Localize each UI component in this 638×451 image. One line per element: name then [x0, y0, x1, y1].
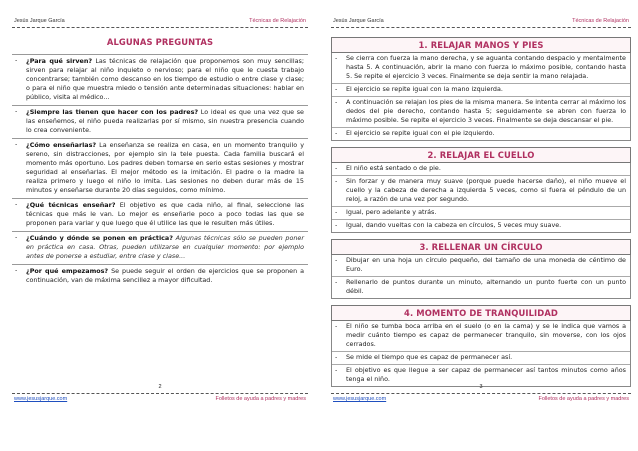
- page-number: 2: [158, 384, 162, 390]
- exercise-step: - Se cierra con fuerza la mano derecha, y se aguanta contando despacio y mentalmente hasta 5. A continuación, abrir la mano con fuerza lo máximo posible, contando hasta 5. Se repite el ejercicio 3 veces. Finalmente se deja sentir la mano relajada.: [332, 53, 630, 83]
- footer-divider: [331, 393, 631, 394]
- question-text: ¿Cuándo y dónde se ponen en práctica?: [26, 234, 173, 242]
- left-page: [12, 0, 308, 451]
- question-text: ¿Cómo enseñarlas?: [26, 141, 97, 149]
- footer-series: Folletos de ayuda a padres y madres: [538, 396, 629, 402]
- header-section: Técnicas de Relajación: [572, 18, 629, 24]
- footer-url-link[interactable]: www.jesusjarque.com: [14, 396, 68, 402]
- question-item: [12, 138, 308, 198]
- exercise-step: - El ejercicio se repite igual con el pie izquierdo.: [332, 127, 630, 140]
- exercise-step: - Sin forzar y de manera muy suave (porque puede hacerse daño), el niño mueve el cuello y la cabeza de derecha a izquierda 5 veces, como si fuera el péndulo de un reloj, a razón de una vez por segundo.: [332, 175, 630, 206]
- exercise-steps: [331, 53, 631, 141]
- exercise-title: 3. RELLENAR UN CÍRCULO: [331, 239, 631, 255]
- exercise-step: - El niño está sentado o de pie.: [332, 163, 630, 175]
- exercise-title: 2. RELAJAR EL CUELLO: [331, 147, 631, 163]
- footer-series: Folletos de ayuda a padres y madres: [215, 396, 306, 402]
- answer-text: Algunas técnicas sólo se pueden poner en práctica en casa. Otras, pueden utilizarse en cualquier momento: por ejemplo antes de ponerse a estudiar, entre clase y clase...: [26, 234, 304, 260]
- header-divider: [12, 27, 308, 28]
- exercise-step: - El objetivo es que llegue a ser capaz de permanecer así tantos minutos como años tenga el niño.: [332, 364, 630, 386]
- questions-list: [12, 54, 308, 288]
- exercise-step: - Dibujar en una hoja un círculo pequeño, del tamaño de una moneda de céntimo de Euro.: [332, 255, 630, 276]
- header-divider: [331, 27, 631, 28]
- exercise-steps: [331, 321, 631, 387]
- question-item: [12, 54, 308, 105]
- exercise-step: - El ejercicio se repite igual con la mano izquierda.: [332, 83, 630, 96]
- right-page: [331, 0, 631, 451]
- left-content: [12, 37, 308, 288]
- footer-url-link[interactable]: www.jesusjarque.com: [333, 396, 387, 402]
- exercise-section-2: [331, 147, 631, 233]
- question-text: ¿Para qué sirven?: [26, 57, 93, 65]
- exercise-title: 1. RELAJAR MANOS Y PIES: [331, 37, 631, 53]
- exercise-step: - Igual, dando vueltas con la cabeza en círculos, 5 veces muy suave.: [332, 219, 630, 232]
- answer-text: Las técnicas de relajación que proponemos son muy sencillas; sirven para relajar al niño inquieto o nervioso; para el niño que le cuesta trabajo concentrarse; también como descanso en los tiempo de estudio o entre clase y clase; o para el niño que muestra miedo o tensión ante determinadas situaciones: hablar en público, visita al médico...: [26, 57, 304, 101]
- question-item: [12, 105, 308, 138]
- answer-text: Se puede seguir el orden de ejercicios que se proponen a continuación, van de máxima sencillez a mayor dificultad.: [26, 267, 305, 284]
- exercise-steps: [331, 163, 631, 233]
- exercise-step: - A continuación se relajan los pies de la misma manera. Se intenta cerrar al máximo los dedos del pie derecho, contando hasta 5; seguidamente se abren con fuerza lo máximo posible. Se repite el ejercicio 3 veces. Finalmente se deja descansar el pie.: [332, 96, 630, 127]
- page-number: 3: [479, 384, 483, 390]
- questions-title: ALGUNAS PREGUNTAS: [106, 37, 214, 47]
- header-section: Técnicas de Relajación: [249, 18, 306, 24]
- answer-text: El objetivo es que cada niño, al final, seleccione las técnicas que más le van. Lo mejor es enseñarle poco a poco todas las que se proponen para variar y que luego que él utilice las que le resulten más útiles.: [26, 201, 304, 227]
- page-footer: [12, 396, 308, 404]
- exercise-section-1: [331, 37, 631, 141]
- question-item: [12, 264, 308, 288]
- answer-text: Lo ideal es que una vez que se las enseñemos, el niño pueda realizarlas por sí mismo, sin nuestra presencia cuando lo crea conveniente.: [26, 108, 304, 134]
- question-text: ¿Qué técnicas enseñar?: [26, 201, 116, 209]
- question-item: [12, 198, 308, 231]
- exercise-step: - Se mide el tiempo que es capaz de permanecer así.: [332, 351, 630, 364]
- footer-divider: [12, 393, 308, 394]
- header-author: Jesús Jarque García: [14, 18, 65, 24]
- exercise-section-4: [331, 305, 631, 387]
- answer-text: La enseñanza se realiza en casa, en un momento tranquilo y sereno, sin distracciones, por ejemplo sin la tele puesta. Cada familia buscará el momento más oportuno. Los padres deben tomarse en serio estas sesiones y mostrar seguridad al enseñarlas. El mejor método es la imitación. El padre o la madre la realiza primero y luego el niño lo imita. Las sesiones no deben durar más de 15 minutos y enseñarse durante 20 días seguidos, como mínimo.: [26, 141, 304, 194]
- question-item: [12, 231, 308, 264]
- question-text: ¿Siempre las tienen que hacer con los padres?: [26, 108, 199, 116]
- exercise-step: - Rellenarlo de puntos durante un minuto, alternando un punto fuerte con un punto débil.: [332, 276, 630, 298]
- right-content: [331, 37, 631, 387]
- question-text: ¿Por qué empezamos?: [26, 267, 109, 275]
- exercise-step: - El niño se tumba boca arriba en el suelo (o en la cama) y se le indica que vamos a medir cuánto tiempo es capaz de permanecer tranquilo, sin moverse, con los ojos cerrados.: [332, 321, 630, 351]
- exercise-title: 4. MOMENTO DE TRANQUILIDAD: [331, 305, 631, 321]
- page-footer: [331, 396, 631, 404]
- exercise-section-3: [331, 239, 631, 299]
- exercise-steps: [331, 255, 631, 299]
- header-author: Jesús Jarque García: [333, 18, 384, 24]
- exercise-step: - Igual, pero adelante y atrás.: [332, 206, 630, 219]
